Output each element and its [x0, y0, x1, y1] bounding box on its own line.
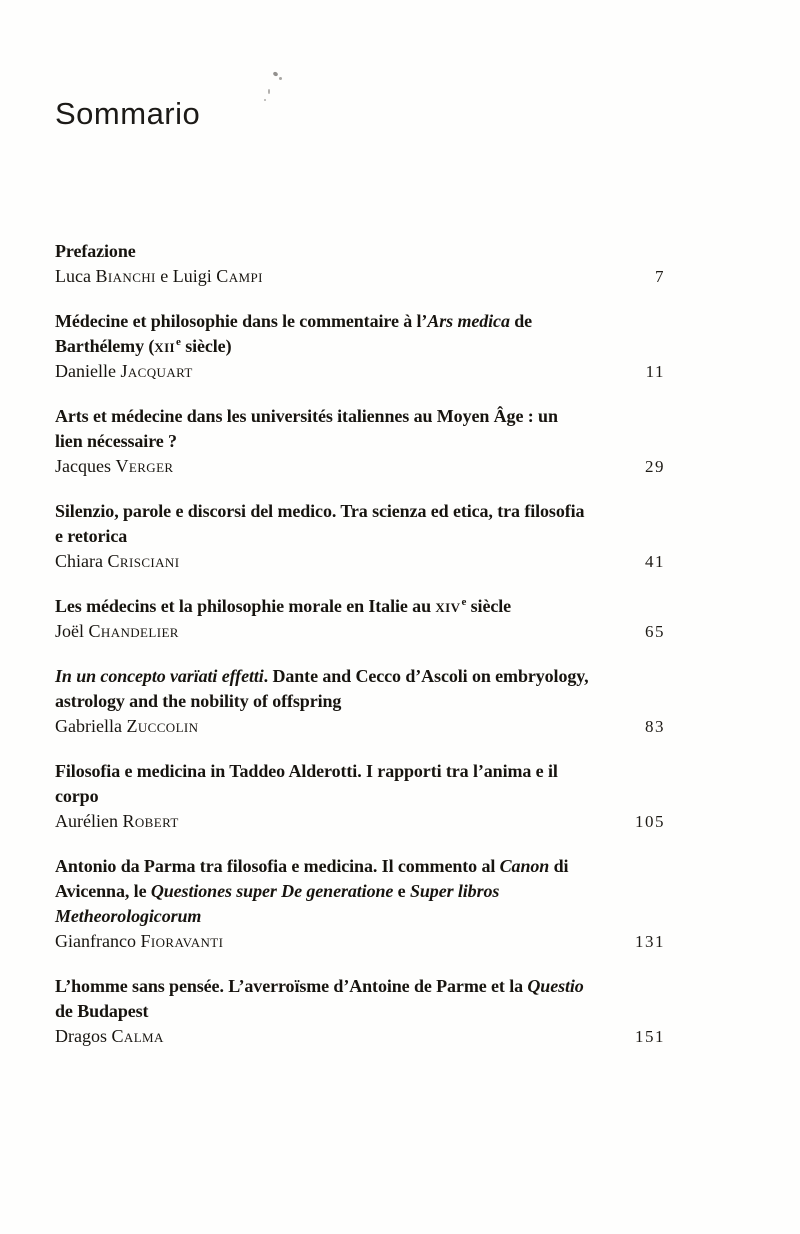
- toc-entry: [55, 854, 665, 954]
- text-segment: Metheorologicorum: [55, 906, 202, 926]
- toc-entry: [55, 499, 665, 574]
- entry-title: [55, 664, 665, 714]
- text-segment: corpo: [55, 786, 99, 806]
- entry-page-number: 151: [635, 1027, 665, 1046]
- text-segment: Antonio da Parma tra filosofia e medicina. Il commento al: [55, 856, 500, 876]
- text-segment: astrology and the nobility of offspring: [55, 691, 342, 711]
- entry-page-number: 65: [645, 622, 665, 641]
- text-segment: siècle): [180, 336, 232, 356]
- scan-artifact: [268, 89, 270, 94]
- text-segment: di: [549, 856, 569, 876]
- entry-author-row: [55, 1024, 665, 1049]
- text-segment: Filosofia e medicina in Taddeo Alderotti. I rapporti tra l’anima e il: [55, 761, 558, 781]
- text-segment: L’homme sans pensée. L’averroïsme d’Antoine de Parme et la: [55, 976, 528, 996]
- text-segment: e: [176, 336, 181, 348]
- text-segment: In un concepto varïati effetti: [55, 666, 264, 686]
- text-segment: Super libros: [409, 881, 500, 901]
- entry-author: [55, 549, 179, 574]
- entry-title: [55, 309, 665, 359]
- entry-author-row: [55, 454, 665, 479]
- entry-author: [55, 264, 263, 289]
- entry-title: [55, 759, 665, 809]
- scan-artifact: [264, 99, 266, 101]
- text-segment: Jacques: [55, 456, 116, 476]
- text-segment: Jacquart: [120, 361, 193, 381]
- entry-author-row: [55, 619, 665, 644]
- text-segment: siècle: [466, 596, 512, 616]
- entry-title: [55, 854, 665, 929]
- text-segment: Gianfranco: [55, 931, 141, 951]
- text-segment: Questiones super De generatione: [150, 881, 394, 901]
- toc-entry: [55, 664, 665, 739]
- text-segment: e Luigi: [155, 266, 217, 286]
- entry-page-number: 41: [645, 552, 665, 571]
- text-segment: Chiara: [55, 551, 108, 571]
- text-segment: Calma: [111, 1026, 164, 1046]
- entry-author-row: [55, 809, 665, 834]
- toc-entry: [55, 309, 665, 384]
- text-segment: Dragos: [55, 1026, 112, 1046]
- text-segment: Chandelier: [88, 621, 179, 641]
- text-segment: Silenzio, parole e discorsi del medico. Tra scienza ed etica, tra filosofia: [55, 501, 585, 521]
- text-segment: de: [509, 311, 533, 331]
- text-segment: e: [393, 881, 410, 901]
- entry-author-row: [55, 359, 665, 384]
- text-segment: Prefazione: [55, 241, 136, 261]
- text-segment: xii: [154, 336, 175, 356]
- entry-page-number: 131: [635, 932, 665, 951]
- entry-author: [55, 1024, 164, 1049]
- text-segment: Avicenna, le: [55, 881, 151, 901]
- entry-author: [55, 454, 174, 479]
- entry-author: [55, 359, 193, 384]
- text-segment: Danielle: [55, 361, 121, 381]
- toc-entry: [55, 404, 665, 479]
- table-of-contents: [55, 239, 665, 1069]
- entry-page-number: 7: [655, 267, 665, 286]
- toc-entry: [55, 239, 665, 289]
- text-segment: . Dante and Cecco d’Ascoli on embryology,: [263, 666, 589, 686]
- scan-artifact: [272, 71, 278, 77]
- text-segment: Fioravanti: [140, 931, 224, 951]
- text-segment: Les médecins et la philosophie morale en Italie au: [55, 596, 436, 616]
- text-segment: Ars medica: [427, 311, 510, 331]
- text-segment: Bianchi: [95, 266, 156, 286]
- text-segment: Médecine et philosophie dans le commentaire à l’: [55, 311, 428, 331]
- text-segment: Gabriella: [55, 716, 127, 736]
- entry-title: [55, 499, 665, 549]
- text-segment: Robert: [122, 811, 179, 831]
- text-segment: Aurélien: [55, 811, 123, 831]
- text-segment: lien nécessaire ?: [55, 431, 177, 451]
- entry-title: [55, 239, 665, 264]
- entry-author-row: [55, 714, 665, 739]
- toc-entry: [55, 594, 665, 644]
- scan-artifact: [279, 77, 282, 80]
- text-segment: e retorica: [55, 526, 128, 546]
- text-segment: Barthélemy (: [55, 336, 155, 356]
- page-title: Sommario: [55, 96, 201, 131]
- entry-author-row: [55, 929, 665, 954]
- entry-author: [55, 714, 198, 739]
- entry-title: [55, 404, 665, 454]
- entry-page-number: 105: [635, 812, 665, 831]
- text-segment: Verger: [115, 456, 174, 476]
- text-segment: Luca: [55, 266, 96, 286]
- entry-page-number: 83: [645, 717, 665, 736]
- entry-author-row: [55, 264, 665, 289]
- entry-author: [55, 619, 179, 644]
- entry-author: [55, 929, 223, 954]
- entry-title: [55, 974, 665, 1024]
- text-segment: Canon: [499, 856, 550, 876]
- entry-author-row: [55, 549, 665, 574]
- text-segment: e: [461, 596, 467, 608]
- text-segment: xiv: [435, 596, 461, 616]
- text-segment: de Budapest: [55, 1001, 149, 1021]
- toc-entry: [55, 759, 665, 834]
- text-segment: Joël: [55, 621, 89, 641]
- text-segment: Arts et médecine dans les universités italiennes au Moyen Âge : un: [55, 406, 558, 426]
- entry-page-number: 29: [645, 457, 665, 476]
- entry-title: [55, 594, 665, 619]
- toc-entry: [55, 974, 665, 1049]
- text-segment: Crisciani: [107, 551, 180, 571]
- text-segment: Zuccolin: [126, 716, 199, 736]
- entry-author: [55, 809, 179, 834]
- entry-page-number: 11: [645, 362, 665, 381]
- text-segment: Questio: [527, 976, 584, 996]
- text-segment: Campi: [216, 266, 263, 286]
